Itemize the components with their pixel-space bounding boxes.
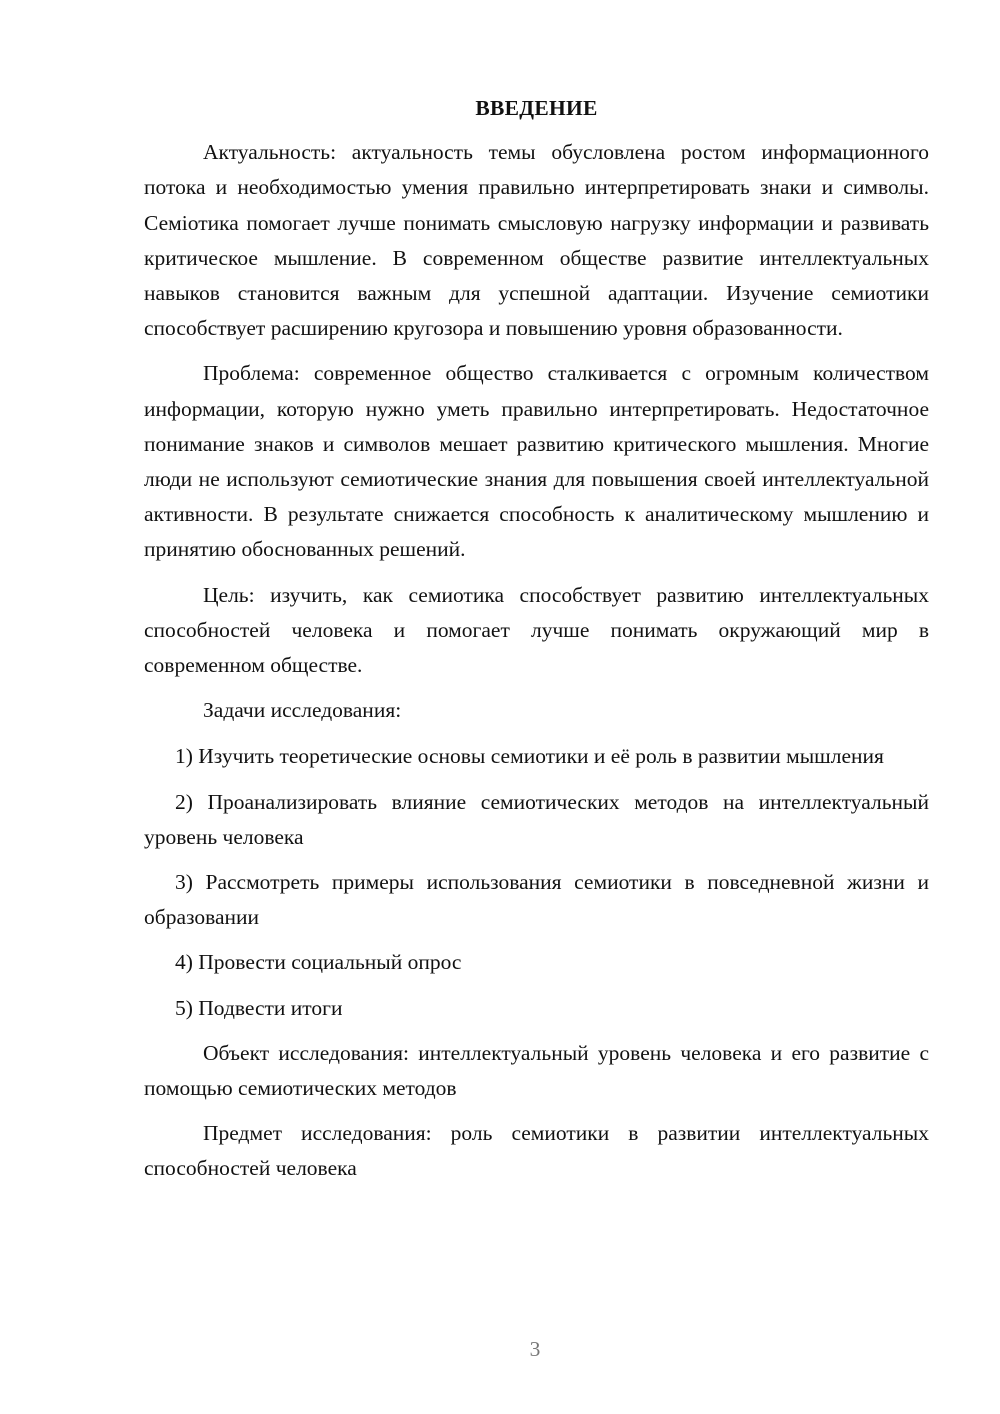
document-body	[144, 91, 929, 1197]
goal-paragraph: Цель: изучить, как семиотика способствует развитию интеллектуальных способностей человека и помогает лучше понимать окружающий мир в современном обществе.	[144, 582, 929, 678]
relevance-paragraph: Актуальность: актуальность темы обусловлена ростом информационного потока и необходимостью умения правильно интерпретировать знаки и символы. Семіотика помогает лучше понимать смысловую нагрузку информации и развивать критическое мышление. В современном обществе развитие интеллектуальных навыков становится важным для успешной адаптации. Изучение семиотики способствует расширению кругозора и повышению уровня образованности.	[144, 140, 929, 341]
research-subject-paragraph: Предмет исследования: роль семиотики в развитии интеллектуальных способностей человека	[144, 1121, 929, 1181]
task-item-3: 3) Рассмотреть примеры использования семиотики в повседневной жизни и образовании	[144, 870, 929, 930]
tasks-heading: Задачи исследования:	[203, 698, 402, 723]
research-object-paragraph: Объект исследования: интеллектуальный уровень человека и его развитие с помощью семиотических методов	[144, 1040, 929, 1101]
problem-paragraph: Проблема: современное общество сталкивается с огромным количеством информации, которую нужно уметь правильно интерпретировать. Недостаточное понимание знаков и символов мешает развитию критического мышления. Многие люди не используют семиотические знания для повышения своей интеллектуальной активности. В результате снижается способность к аналитическому мышлению и принятию обоснованных решений.	[144, 361, 929, 562]
task-item-1: 1) Изучить теоретические основы семиотики и её роль в развитии мышления	[175, 744, 884, 769]
task-item-2: 2) Проанализировать влияние семиотических методов на интеллектуальный уровень человека	[144, 789, 929, 849]
page-number: 3	[529, 1337, 541, 1361]
task-item-5: 5) Подвести итоги	[175, 995, 343, 1020]
task-item-4: 4) Провести социальный опрос	[175, 950, 462, 975]
page-title: ВВЕДЕНИЕ	[475, 96, 598, 120]
